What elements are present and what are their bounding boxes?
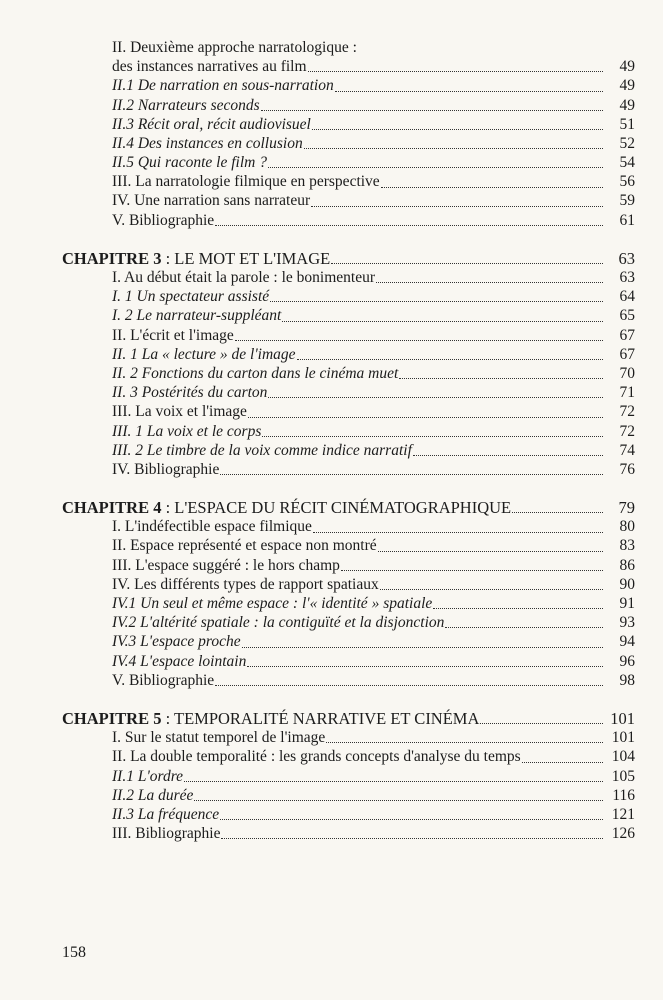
entry-title: II. L'écrit et l'image bbox=[112, 326, 234, 344]
toc-entry bbox=[0, 345, 663, 364]
dot-leader bbox=[184, 781, 603, 782]
entry-title: IV. Une narration sans narrateur bbox=[112, 192, 311, 210]
toc-entry bbox=[0, 57, 663, 76]
chapter-title: : TEMPORALITÉ NARRATIVE ET CINÉMA bbox=[161, 708, 480, 728]
entry-title: des instances narratives au film bbox=[112, 58, 307, 76]
entry-page-number: 93 bbox=[619, 614, 635, 632]
entry-title bbox=[62, 249, 330, 268]
entry-title: II. La double temporalité : les grands concepts d'analyse du temps bbox=[112, 748, 521, 766]
entry-title: III. La narratologie filmique en perspective bbox=[112, 173, 380, 191]
entry-page-number: 70 bbox=[619, 364, 635, 382]
toc-entry bbox=[0, 728, 663, 747]
entry-page-number: 91 bbox=[619, 595, 635, 613]
entry-title: II. 1 La « lecture » de l'image bbox=[112, 345, 296, 363]
chapter-title: : L'ESPACE DU RÉCIT CINÉMATOGRAPHIQUE bbox=[161, 498, 512, 518]
toc-entry bbox=[0, 287, 663, 306]
entry-page-number: 74 bbox=[619, 441, 635, 459]
entry-page-number: 101 bbox=[611, 729, 635, 747]
toc-entry bbox=[0, 805, 663, 824]
entry-page-number: 52 bbox=[619, 134, 635, 152]
entry-page-number: 98 bbox=[619, 671, 635, 689]
entry-page-number: 121 bbox=[611, 805, 635, 823]
dot-leader bbox=[215, 225, 603, 226]
entry-title: I. Au début était la parole : le bonimenteur bbox=[112, 269, 375, 287]
entry-title bbox=[62, 709, 479, 728]
dot-leader bbox=[311, 206, 603, 207]
entry-title: II.1 De narration en sous-narration bbox=[112, 77, 334, 95]
entry-page-number: 126 bbox=[611, 825, 635, 843]
toc-entry bbox=[0, 632, 663, 651]
entry-page-number: 105 bbox=[611, 767, 635, 785]
chapter-entry bbox=[0, 249, 663, 268]
entry-page-number: 94 bbox=[619, 633, 635, 651]
chapter-title: : LE MOT ET L'IMAGE bbox=[161, 248, 331, 268]
toc-entry bbox=[0, 422, 663, 441]
toc-entry bbox=[0, 153, 663, 172]
toc-entry bbox=[0, 115, 663, 134]
toc-entry bbox=[0, 402, 663, 421]
toc-entry bbox=[0, 364, 663, 383]
entry-title: II.1 L'ordre bbox=[112, 767, 184, 785]
entry-page-number: 54 bbox=[619, 154, 635, 172]
toc-entry bbox=[0, 76, 663, 95]
entry-page-number: 90 bbox=[619, 575, 635, 593]
dot-leader bbox=[378, 551, 603, 552]
entry-page-number: 76 bbox=[619, 460, 635, 478]
page-number: 158 bbox=[62, 944, 86, 961]
toc-entry bbox=[0, 383, 663, 402]
dot-leader bbox=[220, 819, 603, 820]
entry-page-number: 49 bbox=[619, 77, 635, 95]
dot-leader bbox=[381, 187, 603, 188]
dot-leader bbox=[522, 762, 603, 763]
entry-page-number: 67 bbox=[619, 345, 635, 363]
entry-page-number: 96 bbox=[619, 652, 635, 670]
entry-page-number: 63 bbox=[619, 269, 635, 287]
dot-leader bbox=[413, 455, 603, 456]
entry-title: II.2 La durée bbox=[112, 786, 194, 804]
entry-title: IV.3 L'espace proche bbox=[112, 633, 241, 651]
dot-leader bbox=[268, 397, 603, 398]
entry-page-number: 72 bbox=[619, 422, 635, 440]
entry-page-number: 56 bbox=[619, 173, 635, 191]
dot-leader bbox=[380, 589, 603, 590]
entry-page-number: 64 bbox=[619, 288, 635, 306]
dot-leader bbox=[304, 148, 603, 149]
entry-title: V. Bibliographie bbox=[112, 671, 215, 689]
toc-entry bbox=[0, 767, 663, 786]
toc-entry bbox=[0, 786, 663, 805]
entry-page-number: 116 bbox=[612, 786, 635, 804]
dot-leader bbox=[248, 417, 603, 418]
chapter-entry bbox=[0, 709, 663, 728]
entry-title bbox=[62, 498, 511, 517]
chapter-label: CHAPITRE 4 bbox=[62, 498, 162, 518]
dot-leader bbox=[376, 282, 603, 283]
entry-page-number: 67 bbox=[619, 326, 635, 344]
dot-leader bbox=[341, 570, 603, 571]
entry-page-number: 59 bbox=[619, 192, 635, 210]
entry-page-number: 104 bbox=[611, 748, 635, 766]
dot-leader bbox=[433, 608, 603, 609]
entry-title: III. Bibliographie bbox=[112, 825, 221, 843]
entry-page-number: 49 bbox=[619, 58, 635, 76]
entry-title: IV.4 L'espace lointain bbox=[112, 652, 247, 670]
dot-leader bbox=[242, 647, 603, 648]
chapter-label: CHAPITRE 3 bbox=[62, 248, 162, 268]
entry-title: II.4 Des instances en collusion bbox=[112, 134, 303, 152]
dot-leader bbox=[297, 359, 603, 360]
dot-leader bbox=[512, 512, 603, 513]
entry-title: II.3 Récit oral, récit audiovisuel bbox=[112, 115, 311, 133]
toc-entry bbox=[0, 537, 663, 556]
entry-title: IV.1 Un seul et même espace : l'« identité » spatiale bbox=[112, 595, 433, 613]
toc-entry bbox=[0, 134, 663, 153]
dot-leader bbox=[261, 110, 603, 111]
entry-title: I. 1 Un spectateur assisté bbox=[112, 288, 270, 306]
toc-entry bbox=[0, 211, 663, 230]
dot-leader bbox=[262, 436, 603, 437]
toc-entry bbox=[0, 594, 663, 613]
dot-leader bbox=[215, 685, 603, 686]
entry-page-number: 71 bbox=[619, 384, 635, 402]
entry-title: II.3 La fréquence bbox=[112, 805, 220, 823]
toc-entry bbox=[0, 460, 663, 479]
dot-leader bbox=[312, 129, 603, 130]
table-of-contents bbox=[0, 38, 663, 843]
entry-title: III. 2 Le timbre de la voix comme indice narratif bbox=[112, 441, 412, 459]
entry-title: II. 2 Fonctions du carton dans le cinéma muet bbox=[112, 364, 399, 382]
dot-leader bbox=[282, 321, 603, 322]
entry-page-number: 65 bbox=[619, 307, 635, 325]
entry-title: III. L'espace suggéré : le hors champ bbox=[112, 556, 340, 574]
toc-entry bbox=[0, 326, 663, 345]
entry-title: III. 1 La voix et le corps bbox=[112, 422, 262, 440]
dot-leader bbox=[326, 742, 603, 743]
toc-entry bbox=[0, 268, 663, 287]
entry-page-number: 63 bbox=[618, 248, 635, 268]
toc-entry bbox=[0, 824, 663, 843]
dot-leader bbox=[480, 723, 603, 724]
toc-entry bbox=[0, 38, 663, 57]
entry-page-number: 83 bbox=[619, 537, 635, 555]
entry-title: II. Deuxième approche narratologique : bbox=[112, 38, 357, 56]
chapter-entry bbox=[0, 498, 663, 517]
toc-entry bbox=[0, 96, 663, 115]
toc-entry bbox=[0, 613, 663, 632]
toc-entry bbox=[0, 192, 663, 211]
toc-entry bbox=[0, 652, 663, 671]
dot-leader bbox=[335, 91, 603, 92]
dot-leader bbox=[445, 627, 603, 628]
dot-leader bbox=[247, 666, 603, 667]
dot-leader bbox=[194, 800, 603, 801]
toc-entry bbox=[0, 517, 663, 536]
entry-title: II. 3 Postérités du carton bbox=[112, 384, 268, 402]
dot-leader bbox=[221, 838, 603, 839]
dot-leader bbox=[308, 71, 603, 72]
dot-leader bbox=[270, 301, 603, 302]
dot-leader bbox=[399, 378, 603, 379]
entry-page-number: 80 bbox=[619, 518, 635, 536]
entry-title: I. Sur le statut temporel de l'image bbox=[112, 729, 326, 747]
entry-title: IV. Bibliographie bbox=[112, 460, 220, 478]
entry-page-number: 51 bbox=[619, 115, 635, 133]
entry-title: II.2 Narrateurs seconds bbox=[112, 96, 260, 114]
entry-title: IV.2 L'altérité spatiale : la contiguïté et la disjonction bbox=[112, 614, 445, 632]
toc-entry bbox=[0, 671, 663, 690]
entry-page-number: 101 bbox=[610, 708, 635, 728]
entry-page-number: 49 bbox=[619, 96, 635, 114]
entry-page-number: 79 bbox=[618, 498, 635, 518]
entry-title: II. Espace représenté et espace non montré bbox=[112, 537, 377, 555]
entry-title: V. Bibliographie bbox=[112, 211, 215, 229]
entry-title: II.5 Qui raconte le film ? bbox=[112, 154, 267, 172]
toc-entry bbox=[0, 747, 663, 766]
toc-entry bbox=[0, 306, 663, 325]
toc-entry bbox=[0, 575, 663, 594]
dot-leader bbox=[313, 532, 603, 533]
entry-page-number: 61 bbox=[619, 211, 635, 229]
entry-page-number: 72 bbox=[619, 403, 635, 421]
toc-entry bbox=[0, 556, 663, 575]
entry-page-number: 86 bbox=[619, 556, 635, 574]
toc-entry bbox=[0, 172, 663, 191]
chapter-label: CHAPITRE 5 bbox=[62, 708, 162, 728]
entry-title: I. 2 Le narrateur-suppléant bbox=[112, 307, 282, 325]
entry-title: IV. Les différents types de rapport spatiaux bbox=[112, 575, 379, 593]
entry-title: III. La voix et l'image bbox=[112, 403, 247, 421]
dot-leader bbox=[331, 263, 603, 264]
entry-title: I. L'indéfectible espace filmique bbox=[112, 518, 312, 536]
dot-leader bbox=[235, 340, 603, 341]
dot-leader bbox=[220, 474, 603, 475]
dot-leader bbox=[268, 167, 603, 168]
toc-entry bbox=[0, 441, 663, 460]
